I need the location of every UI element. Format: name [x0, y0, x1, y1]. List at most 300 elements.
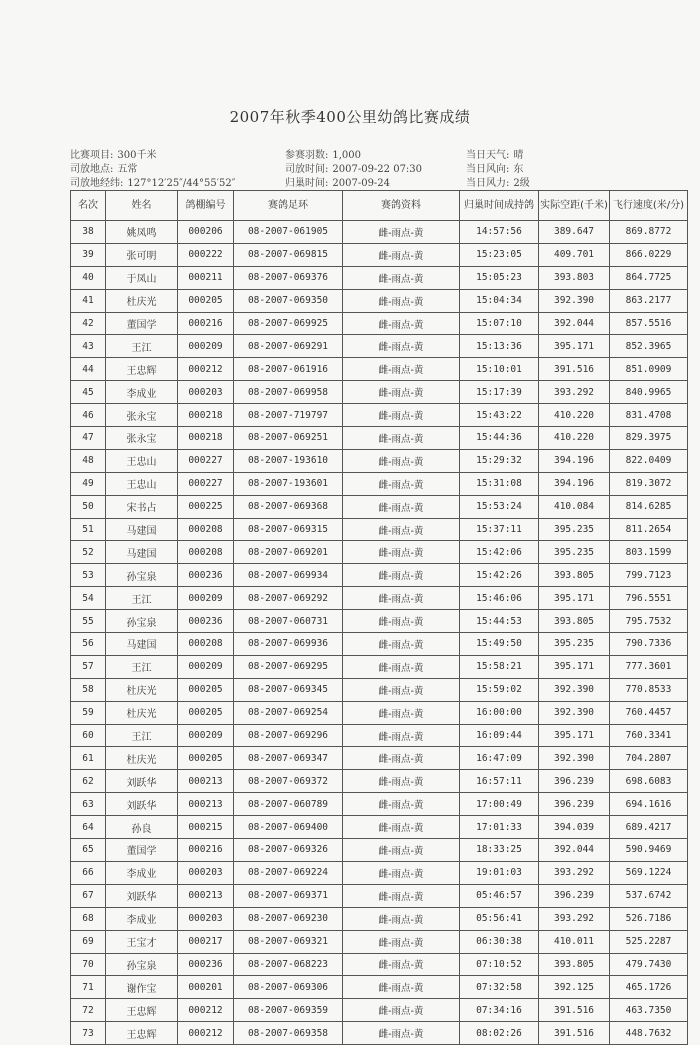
- rank-cell: 40: [71, 266, 106, 289]
- distance-cell: 393.292: [539, 381, 610, 404]
- info-cell: 雌-雨点-黄: [343, 541, 460, 564]
- info-cell: 雌-雨点-黄: [343, 381, 460, 404]
- ring-cell: 08-2007-069359: [234, 999, 343, 1022]
- name-cell: 王忠辉: [106, 1022, 178, 1045]
- distance-cell: 395.171: [539, 587, 610, 610]
- name-cell: 张永宝: [106, 404, 178, 427]
- distance-cell: 410.011: [539, 930, 610, 953]
- info-cell: 雌-雨点-黄: [343, 564, 460, 587]
- return-time-cell: 05:56:41: [460, 907, 539, 930]
- table-row: [71, 633, 688, 656]
- distance-cell: 392.390: [539, 289, 610, 312]
- rank-cell: 45: [71, 381, 106, 404]
- speed-cell: 851.0909: [610, 358, 688, 381]
- distance-cell: 396.239: [539, 884, 610, 907]
- info-cell: 雌-雨点-黄: [343, 221, 460, 244]
- ring-cell: 08-2007-069296: [234, 724, 343, 747]
- header-loft: 鸽棚编号: [178, 191, 234, 221]
- rank-cell: 49: [71, 472, 106, 495]
- speed-cell: 795.7532: [610, 610, 688, 633]
- table-row: [71, 839, 688, 862]
- distance-cell: 392.044: [539, 839, 610, 862]
- loft-cell: 000213: [178, 884, 234, 907]
- table-row: [71, 335, 688, 358]
- ring-cell: 08-2007-069306: [234, 976, 343, 999]
- loft-cell: 000205: [178, 678, 234, 701]
- loft-cell: 000218: [178, 404, 234, 427]
- name-cell: 宋书占: [106, 495, 178, 518]
- header-distance: 实际空距(千米): [539, 191, 610, 221]
- return-time-cell: 07:10:52: [460, 953, 539, 976]
- rank-cell: 72: [71, 999, 106, 1022]
- loft-cell: 000209: [178, 335, 234, 358]
- loft-cell: 000209: [178, 655, 234, 678]
- rank-cell: 60: [71, 724, 106, 747]
- loft-cell: 000215: [178, 816, 234, 839]
- name-cell: 王忠山: [106, 449, 178, 472]
- ring-cell: 08-2007-068223: [234, 953, 343, 976]
- rank-cell: 56: [71, 633, 106, 656]
- table-row: [71, 266, 688, 289]
- rank-cell: 54: [71, 587, 106, 610]
- return-time-cell: 15:07:10: [460, 312, 539, 335]
- ring-cell: 08-2007-069254: [234, 701, 343, 724]
- name-cell: 姚凤鸣: [106, 221, 178, 244]
- speed-cell: 569.1224: [610, 861, 688, 884]
- ring-cell: 08-2007-069350: [234, 289, 343, 312]
- rank-cell: 39: [71, 243, 106, 266]
- table-row: [71, 770, 688, 793]
- table-row: [71, 404, 688, 427]
- table-row: [71, 724, 688, 747]
- ring-cell: 08-2007-069291: [234, 335, 343, 358]
- distance-cell: 393.292: [539, 861, 610, 884]
- speed-cell: 777.3601: [610, 655, 688, 678]
- distance-cell: 392.125: [539, 976, 610, 999]
- info-cell: 雌-雨点-黄: [343, 610, 460, 633]
- return-time-field: [285, 174, 390, 189]
- info-cell: 雌-雨点-黄: [343, 472, 460, 495]
- table-row: [71, 518, 688, 541]
- event-label: 比赛项目:: [70, 150, 114, 161]
- return-time-cell: 15:46:06: [460, 587, 539, 610]
- info-cell: 雌-雨点-黄: [343, 243, 460, 266]
- return-time-cell: 05:46:57: [460, 884, 539, 907]
- coordinates-field: [70, 174, 235, 189]
- header-return-time: 归巢时间成持鸽: [460, 191, 539, 221]
- return-time-cell: 15:05:23: [460, 266, 539, 289]
- release-site-field: [70, 160, 137, 175]
- rank-cell: 57: [71, 655, 106, 678]
- info-cell: 雌-雨点-黄: [343, 816, 460, 839]
- name-cell: 马建国: [106, 518, 178, 541]
- speed-cell: 803.1599: [610, 541, 688, 564]
- name-cell: 孙宝泉: [106, 610, 178, 633]
- distance-cell: 393.805: [539, 564, 610, 587]
- info-cell: 雌-雨点-黄: [343, 587, 460, 610]
- ring-cell: 08-2007-060789: [234, 793, 343, 816]
- weather-label: 当日天气:: [466, 150, 510, 161]
- return-time-cell: 16:09:44: [460, 724, 539, 747]
- rank-cell: 43: [71, 335, 106, 358]
- ring-cell: 08-2007-061916: [234, 358, 343, 381]
- rank-cell: 62: [71, 770, 106, 793]
- name-cell: 张可明: [106, 243, 178, 266]
- name-cell: 孙宝泉: [106, 953, 178, 976]
- rank-cell: 44: [71, 358, 106, 381]
- info-cell: 雌-雨点-黄: [343, 358, 460, 381]
- table-row: [71, 747, 688, 770]
- return-time-cell: 15:31:08: [460, 472, 539, 495]
- ring-cell: 08-2007-061905: [234, 221, 343, 244]
- speed-cell: 799.7123: [610, 564, 688, 587]
- info-cell: 雌-雨点-黄: [343, 747, 460, 770]
- return-time-cell: 15:13:36: [460, 335, 539, 358]
- ring-cell: 08-2007-719797: [234, 404, 343, 427]
- ring-cell: 08-2007-193601: [234, 472, 343, 495]
- distance-cell: 395.171: [539, 335, 610, 358]
- loft-cell: 000213: [178, 793, 234, 816]
- table-row: [71, 358, 688, 381]
- info-cell: 雌-雨点-黄: [343, 289, 460, 312]
- name-cell: 马建国: [106, 633, 178, 656]
- table-row: [71, 243, 688, 266]
- loft-cell: 000222: [178, 243, 234, 266]
- name-cell: 王江: [106, 655, 178, 678]
- speed-cell: 831.4708: [610, 404, 688, 427]
- loft-cell: 000216: [178, 312, 234, 335]
- speed-cell: 770.8533: [610, 678, 688, 701]
- ring-cell: 08-2007-069376: [234, 266, 343, 289]
- distance-cell: 393.805: [539, 953, 610, 976]
- ring-cell: 08-2007-069934: [234, 564, 343, 587]
- distance-cell: 409.701: [539, 243, 610, 266]
- table-row: [71, 221, 688, 244]
- ring-cell: 08-2007-069321: [234, 930, 343, 953]
- table-row: [71, 701, 688, 724]
- loft-cell: 000201: [178, 976, 234, 999]
- info-cell: 雌-雨点-黄: [343, 976, 460, 999]
- name-cell: 杜庆光: [106, 701, 178, 724]
- loft-cell: 000212: [178, 358, 234, 381]
- rank-cell: 68: [71, 907, 106, 930]
- table-row: [71, 587, 688, 610]
- weather-value: 晴: [513, 150, 524, 161]
- return-time-cell: 14:57:56: [460, 221, 539, 244]
- table-row: [71, 427, 688, 450]
- event-field: [70, 146, 156, 161]
- info-cell: 雌-雨点-黄: [343, 266, 460, 289]
- name-cell: 王江: [106, 587, 178, 610]
- speed-cell: 852.3965: [610, 335, 688, 358]
- rank-cell: 64: [71, 816, 106, 839]
- loft-cell: 000213: [178, 770, 234, 793]
- table-row: [71, 976, 688, 999]
- distance-cell: 391.516: [539, 1022, 610, 1045]
- wind-direction-label: 当日风向:: [466, 164, 510, 175]
- name-cell: 刘跃华: [106, 884, 178, 907]
- speed-cell: 840.9965: [610, 381, 688, 404]
- speed-cell: 590.9469: [610, 839, 688, 862]
- ring-cell: 08-2007-069251: [234, 427, 343, 450]
- info-cell: 雌-雨点-黄: [343, 633, 460, 656]
- distance-cell: 391.516: [539, 358, 610, 381]
- rank-cell: 73: [71, 1022, 106, 1045]
- return-time-cell: 15:53:24: [460, 495, 539, 518]
- wind-force-label: 当日风力:: [466, 178, 510, 189]
- coordinates-label: 司放地经纬:: [70, 178, 124, 189]
- distance-cell: 392.390: [539, 678, 610, 701]
- rank-cell: 41: [71, 289, 106, 312]
- ring-cell: 08-2007-069936: [234, 633, 343, 656]
- loft-cell: 000209: [178, 587, 234, 610]
- speed-cell: 698.6083: [610, 770, 688, 793]
- name-cell: 孙宝泉: [106, 564, 178, 587]
- table-row: [71, 472, 688, 495]
- speed-cell: 819.3072: [610, 472, 688, 495]
- rank-cell: 55: [71, 610, 106, 633]
- return-time-value: 2007-09-24: [332, 178, 391, 189]
- name-cell: 李成业: [106, 381, 178, 404]
- table-row: [71, 861, 688, 884]
- loft-cell: 000208: [178, 518, 234, 541]
- rank-cell: 38: [71, 221, 106, 244]
- distance-cell: 394.196: [539, 472, 610, 495]
- rank-cell: 47: [71, 427, 106, 450]
- distance-cell: 391.516: [539, 999, 610, 1022]
- loft-cell: 000212: [178, 999, 234, 1022]
- ring-cell: 08-2007-069815: [234, 243, 343, 266]
- name-cell: 于凤山: [106, 266, 178, 289]
- speed-cell: 689.4217: [610, 816, 688, 839]
- return-time-cell: 15:44:36: [460, 427, 539, 450]
- speed-cell: 863.2177: [610, 289, 688, 312]
- loft-cell: 000206: [178, 221, 234, 244]
- speed-cell: 822.0409: [610, 449, 688, 472]
- info-cell: 雌-雨点-黄: [343, 793, 460, 816]
- ring-cell: 08-2007-069958: [234, 381, 343, 404]
- info-cell: 雌-雨点-黄: [343, 701, 460, 724]
- distance-cell: 389.647: [539, 221, 610, 244]
- header-name: 姓名: [106, 191, 178, 221]
- loft-cell: 000205: [178, 747, 234, 770]
- name-cell: 杜庆光: [106, 747, 178, 770]
- info-cell: 雌-雨点-黄: [343, 999, 460, 1022]
- table-row: [71, 930, 688, 953]
- table-row: [71, 564, 688, 587]
- return-time-cell: 17:00:49: [460, 793, 539, 816]
- speed-cell: 760.3341: [610, 724, 688, 747]
- return-time-cell: 07:32:58: [460, 976, 539, 999]
- table-row: [71, 495, 688, 518]
- ring-cell: 08-2007-069925: [234, 312, 343, 335]
- release-time-label: 司放时间:: [285, 164, 329, 175]
- wind-force-field: [466, 174, 530, 189]
- return-time-cell: 15:17:39: [460, 381, 539, 404]
- speed-cell: 525.2287: [610, 930, 688, 953]
- name-cell: 刘跃华: [106, 793, 178, 816]
- coordinates-value: 127°12′25″/44°55′52″: [127, 178, 236, 189]
- return-time-cell: 15:42:26: [460, 564, 539, 587]
- distance-cell: 410.084: [539, 495, 610, 518]
- loft-cell: 000203: [178, 861, 234, 884]
- loft-cell: 000203: [178, 907, 234, 930]
- loft-cell: 000236: [178, 953, 234, 976]
- speed-cell: 790.7336: [610, 633, 688, 656]
- info-cell: 雌-雨点-黄: [343, 770, 460, 793]
- ring-cell: 08-2007-069315: [234, 518, 343, 541]
- ring-cell: 08-2007-069358: [234, 1022, 343, 1045]
- table-row: [71, 655, 688, 678]
- distance-cell: 395.235: [539, 518, 610, 541]
- return-time-cell: 15:42:06: [460, 541, 539, 564]
- info-cell: 雌-雨点-黄: [343, 1022, 460, 1045]
- return-time-cell: 15:29:32: [460, 449, 539, 472]
- distance-cell: 393.803: [539, 266, 610, 289]
- table-row: [71, 449, 688, 472]
- distance-cell: 396.239: [539, 793, 610, 816]
- table-row: [71, 884, 688, 907]
- rank-cell: 51: [71, 518, 106, 541]
- table-row: [71, 953, 688, 976]
- loft-cell: 000205: [178, 701, 234, 724]
- table-row: [71, 541, 688, 564]
- loft-cell: 000216: [178, 839, 234, 862]
- rank-cell: 52: [71, 541, 106, 564]
- return-time-cell: 15:49:50: [460, 633, 539, 656]
- return-time-cell: 15:04:34: [460, 289, 539, 312]
- info-cell: 雌-雨点-黄: [343, 678, 460, 701]
- ring-cell: 08-2007-069201: [234, 541, 343, 564]
- info-cell: 雌-雨点-黄: [343, 495, 460, 518]
- table-row: [71, 793, 688, 816]
- rank-cell: 58: [71, 678, 106, 701]
- loft-cell: 000203: [178, 381, 234, 404]
- header-rank: 名次: [71, 191, 106, 221]
- name-cell: 杜庆光: [106, 678, 178, 701]
- return-time-cell: 15:58:21: [460, 655, 539, 678]
- speed-cell: 463.7350: [610, 999, 688, 1022]
- distance-cell: 395.171: [539, 655, 610, 678]
- rank-cell: 71: [71, 976, 106, 999]
- name-cell: 李成业: [106, 861, 178, 884]
- table-row: [71, 816, 688, 839]
- rank-cell: 70: [71, 953, 106, 976]
- return-time-cell: 16:47:09: [460, 747, 539, 770]
- speed-cell: 814.6285: [610, 495, 688, 518]
- speed-cell: 760.4457: [610, 701, 688, 724]
- rank-cell: 65: [71, 839, 106, 862]
- release-time-field: [285, 160, 422, 175]
- name-cell: 张永宝: [106, 427, 178, 450]
- rank-cell: 69: [71, 930, 106, 953]
- name-cell: 谢作宝: [106, 976, 178, 999]
- distance-cell: 395.171: [539, 724, 610, 747]
- rank-cell: 61: [71, 747, 106, 770]
- loft-cell: 000205: [178, 289, 234, 312]
- header-ring: 赛鸽足环: [234, 191, 343, 221]
- table-row: [71, 907, 688, 930]
- ring-cell: 08-2007-069372: [234, 770, 343, 793]
- ring-cell: 08-2007-069292: [234, 587, 343, 610]
- return-time-cell: 16:00:00: [460, 701, 539, 724]
- wind-force-value: 2级: [513, 178, 530, 189]
- ring-cell: 08-2007-060731: [234, 610, 343, 633]
- rank-cell: 42: [71, 312, 106, 335]
- rank-cell: 50: [71, 495, 106, 518]
- distance-cell: 394.196: [539, 449, 610, 472]
- release-site-label: 司放地点:: [70, 164, 114, 175]
- results-table: [70, 190, 688, 1045]
- entries-field: [285, 146, 361, 161]
- header-info: 赛鸽资料: [343, 191, 460, 221]
- release-site-value: 五常: [117, 164, 138, 175]
- table-row: [71, 289, 688, 312]
- loft-cell: 000209: [178, 724, 234, 747]
- release-time-value: 2007-09-22 07:30: [332, 164, 423, 175]
- return-time-cell: 15:59:02: [460, 678, 539, 701]
- speed-cell: 694.1616: [610, 793, 688, 816]
- document-title: 2007年秋季400公里幼鸽比赛成绩: [229, 108, 471, 126]
- return-time-cell: 19:01:03: [460, 861, 539, 884]
- info-cell: 雌-雨点-黄: [343, 427, 460, 450]
- distance-cell: 393.292: [539, 907, 610, 930]
- loft-cell: 000225: [178, 495, 234, 518]
- name-cell: 杜庆光: [106, 289, 178, 312]
- name-cell: 董国学: [106, 839, 178, 862]
- loft-cell: 000211: [178, 266, 234, 289]
- return-time-label: 归巢时间:: [285, 178, 329, 189]
- info-cell: 雌-雨点-黄: [343, 449, 460, 472]
- rank-cell: 63: [71, 793, 106, 816]
- ring-cell: 08-2007-069230: [234, 907, 343, 930]
- info-cell: 雌-雨点-黄: [343, 518, 460, 541]
- loft-cell: 000212: [178, 1022, 234, 1045]
- table-row: [71, 610, 688, 633]
- info-cell: 雌-雨点-黄: [343, 724, 460, 747]
- distance-cell: 410.220: [539, 404, 610, 427]
- speed-cell: 479.7430: [610, 953, 688, 976]
- rank-cell: 53: [71, 564, 106, 587]
- distance-cell: 392.044: [539, 312, 610, 335]
- table-row: [71, 312, 688, 335]
- info-cell: 雌-雨点-黄: [343, 861, 460, 884]
- name-cell: 李成业: [106, 907, 178, 930]
- return-time-cell: 15:44:53: [460, 610, 539, 633]
- wind-direction-field: [466, 160, 523, 175]
- loft-cell: 000208: [178, 633, 234, 656]
- rank-cell: 66: [71, 861, 106, 884]
- loft-cell: 000208: [178, 541, 234, 564]
- info-cell: 雌-雨点-黄: [343, 884, 460, 907]
- info-cell: 雌-雨点-黄: [343, 312, 460, 335]
- ring-cell: 08-2007-069224: [234, 861, 343, 884]
- return-time-cell: 16:57:11: [460, 770, 539, 793]
- table-header-row: [71, 191, 688, 221]
- distance-cell: 392.390: [539, 701, 610, 724]
- speed-cell: 448.7632: [610, 1022, 688, 1045]
- rank-cell: 48: [71, 449, 106, 472]
- distance-cell: 410.220: [539, 427, 610, 450]
- wind-direction-value: 东: [513, 164, 524, 175]
- speed-cell: 704.2807: [610, 747, 688, 770]
- weather-field: [466, 146, 523, 161]
- return-time-cell: 07:34:16: [460, 999, 539, 1022]
- name-cell: 王江: [106, 335, 178, 358]
- return-time-cell: 15:37:11: [460, 518, 539, 541]
- speed-cell: 864.7725: [610, 266, 688, 289]
- rank-cell: 67: [71, 884, 106, 907]
